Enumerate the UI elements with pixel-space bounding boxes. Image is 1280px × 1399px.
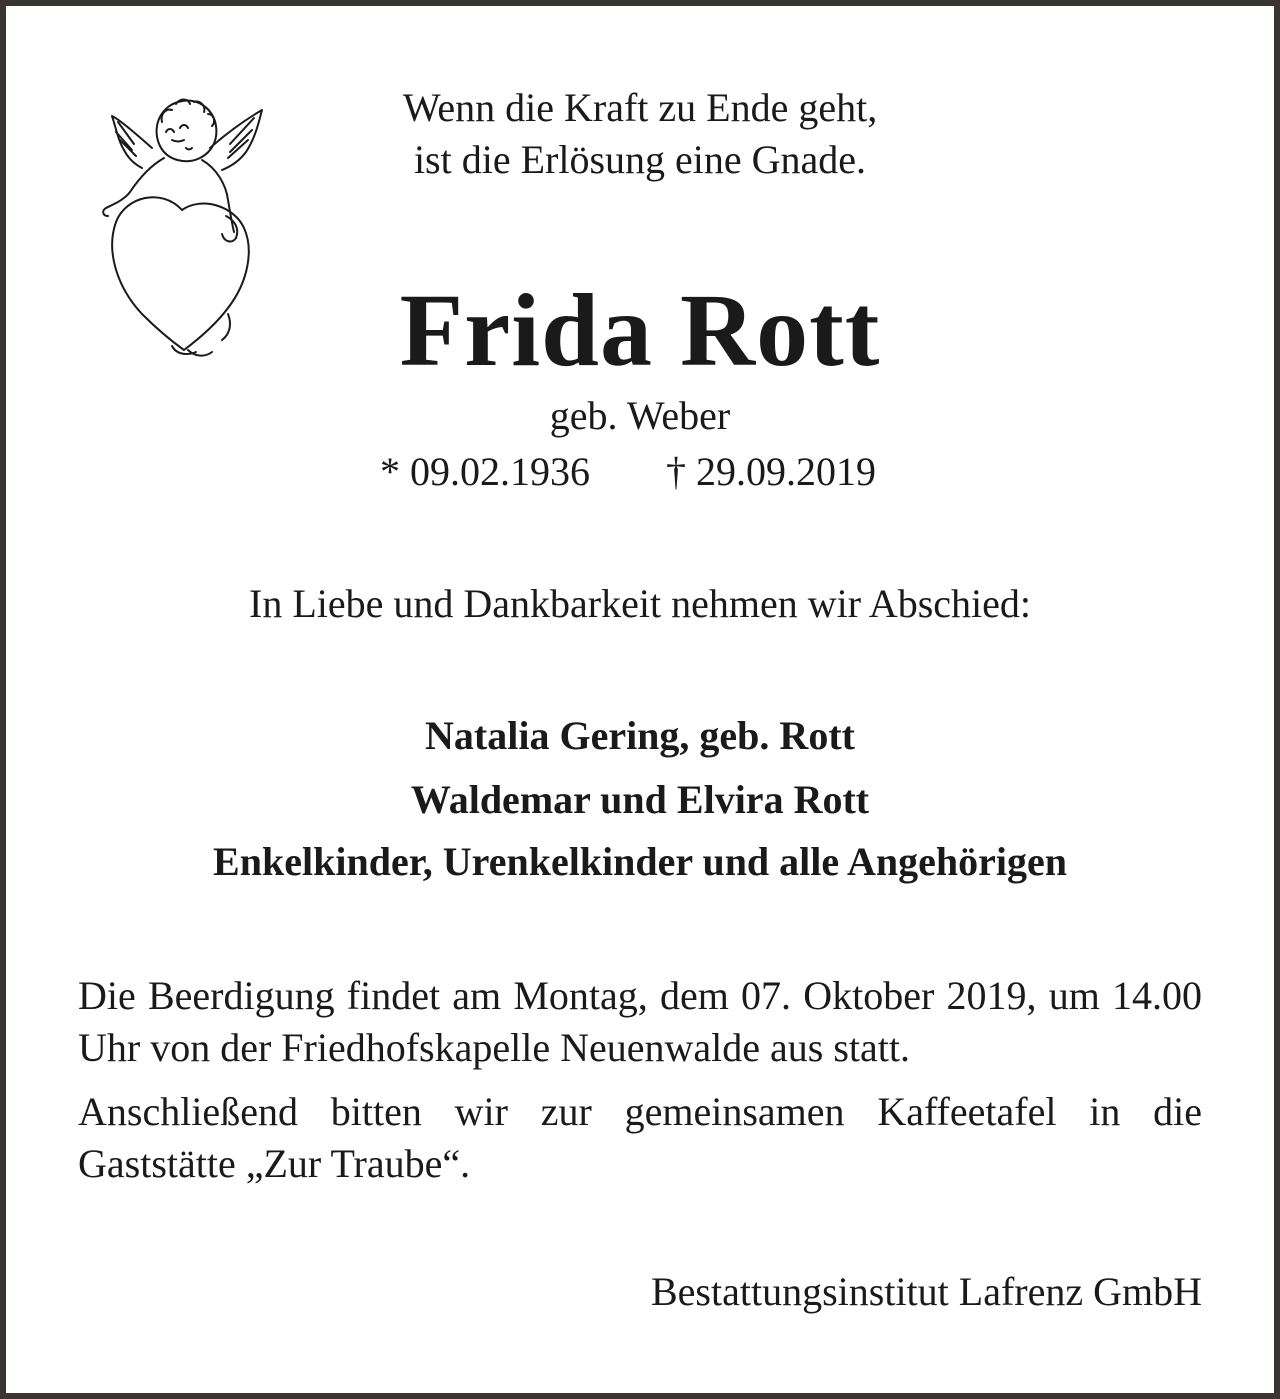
verse-line-2: ist die Erlösung eine Gnade. (413, 137, 867, 182)
deceased-name: Frida Rott (399, 273, 881, 388)
verse-line-1: Wenn die Kraft zu Ende geht, (402, 85, 878, 130)
farewell-line: In Liebe und Dankbarkeit nehmen wir Abschied: (249, 581, 1031, 626)
reception-notice: Anschließend bitten wir zur gemeinsamen Kaffeetafel in die Gaststätte „Zur Traube“. (78, 1089, 1202, 1186)
mourner-line: Waldemar und Elvira Rott (410, 777, 870, 822)
funeral-notice: Die Beerdigung findet am Montag, dem 07. Oktober 2019, um 14.00 Uhr von der Friedhofskapelle Neuenwalde aus statt. (78, 973, 1202, 1070)
mourner-line: Enkelkinder, Urenkelkinder und alle Angehörigen (213, 839, 1067, 884)
death-date: † 29.09.2019 (666, 449, 876, 494)
undertaker-name: Bestattungsinstitut Lafrenz GmbH (650, 1269, 1202, 1314)
birth-date: * 09.02.1936 (380, 449, 590, 494)
maiden-name: geb. Weber (549, 393, 731, 438)
mourner-line: Natalia Gering, geb. Rott (425, 713, 855, 758)
